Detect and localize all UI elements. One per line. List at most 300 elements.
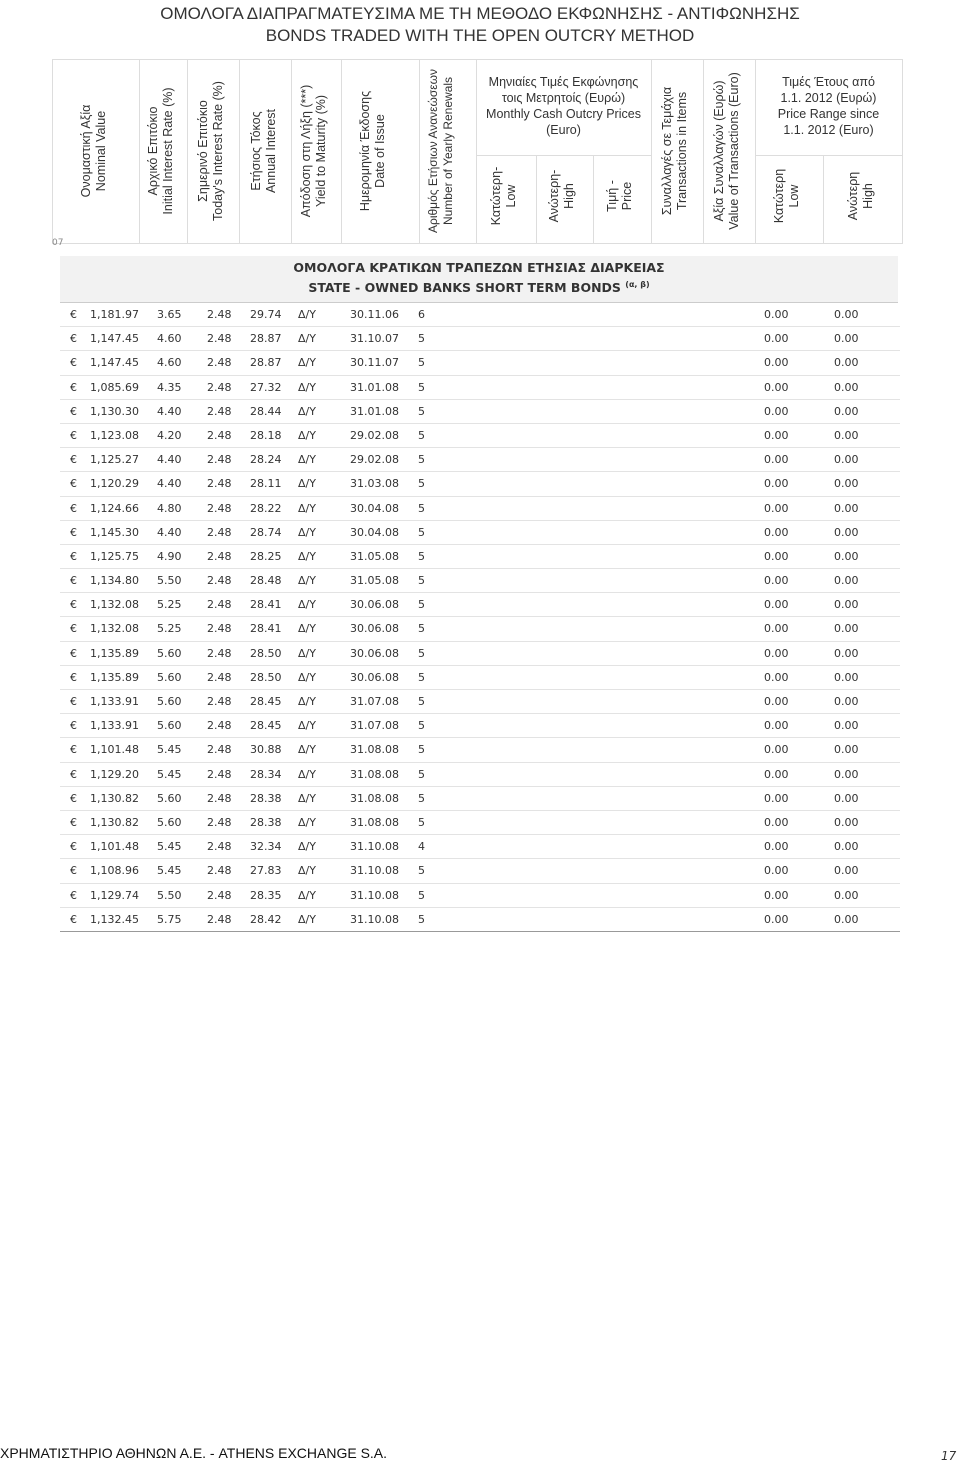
- cell-cur: €: [70, 767, 77, 781]
- cell-renewals: 5: [418, 864, 425, 878]
- cell-issue: 30.11.07: [350, 356, 399, 370]
- table-row: [60, 400, 900, 424]
- table-row: [60, 908, 900, 932]
- cell-date: Δ/Υ: [298, 743, 316, 757]
- cell-date: Δ/Υ: [298, 670, 316, 684]
- cell-issue: 30.04.08: [350, 525, 399, 539]
- cell-yield: 28.48: [250, 574, 282, 588]
- cell-high: 0.00: [834, 477, 859, 491]
- cell-today: 2.48: [207, 888, 232, 902]
- cell-initial: 5.45: [157, 767, 182, 781]
- section-title-greek: ΟΜΟΛΟΓΑ ΚΡΑΤΙΚΩΝ ΤΡΑΠΕΖΩΝ ΕΤΗΣΙΑΣ ΔΙΑΡΚΕΙΑΣ: [293, 260, 665, 275]
- cell-initial: 5.60: [157, 670, 182, 684]
- cell-initial: 5.60: [157, 646, 182, 660]
- table-row: [60, 763, 900, 787]
- cell-low: 0.00: [764, 840, 789, 854]
- cell-initial: 5.45: [157, 864, 182, 878]
- cell-cur: €: [70, 404, 77, 418]
- title-greek: ΟΜΟΛΟΓΑ ΔΙΑΠΡΑΓΜΑΤΕΥΣΙΜΑ ΜΕ ΤΗ ΜΕΘΟΔΟ ΕΚΦΩΝΗΣΗΣ - ΑΝΤΙΦΩΝΗΣΗΣ: [160, 4, 800, 23]
- cell-yield: 30.88: [250, 743, 282, 757]
- cell-yield: 28.35: [250, 888, 282, 902]
- cell-cur: €: [70, 670, 77, 684]
- cell-low: 0.00: [764, 574, 789, 588]
- table-row: [60, 376, 900, 400]
- header-price: Τιμή - Price: [605, 180, 634, 212]
- cell-nominal: 1,085.69: [90, 380, 139, 394]
- cell-nominal: 1,130.82: [90, 791, 139, 805]
- footer-exchange-name: ΧΡΗΜΑΤΙΣΤΗΡΙΟ ΑΘΗΝΩΝ Α.Ε. - ATHENS EXCHANGE S.A.: [0, 1445, 388, 1461]
- cell-low: 0.00: [764, 501, 789, 515]
- cell-renewals: 5: [418, 598, 425, 612]
- cell-cur: €: [70, 840, 77, 854]
- cell-renewals: 5: [418, 670, 425, 684]
- cell-high: 0.00: [834, 791, 859, 805]
- header-todays-rate: Σημερινό Επιτόκιο Today's Interest Rate (%): [196, 81, 225, 221]
- cell-date: Δ/Υ: [298, 791, 316, 805]
- cell-cur: €: [70, 428, 77, 442]
- cell-renewals: 5: [418, 743, 425, 757]
- header-year-range: Τιμές Έτους από 1.1. 2012 (Ευρώ) Price Range since 1.1. 2012 (Euro): [777, 75, 880, 137]
- cell-renewals: 4: [418, 840, 425, 854]
- cell-yield: 28.45: [250, 695, 282, 708]
- cell-initial: 5.50: [157, 888, 182, 902]
- title-english: BONDS TRADED WITH THE OPEN OUTCRY METHOD: [265, 26, 695, 45]
- cell-date: Δ/Υ: [298, 525, 316, 539]
- cell-yield: 28.87: [250, 332, 282, 346]
- cell-issue: 30.06.08: [350, 646, 399, 660]
- table-row: [60, 884, 900, 908]
- cell-date: Δ/Υ: [298, 815, 316, 829]
- cell-yield: 28.38: [250, 791, 282, 805]
- cell-low: 0.00: [764, 743, 789, 757]
- header-yearly-renewals: Αριθμός Ετήσιων Ανανεώσεων Number of Yearly Renewals: [426, 69, 455, 233]
- table-row: [60, 859, 900, 883]
- header-monthly-low: Κατώτερη- Low: [489, 166, 518, 226]
- cell-cur: €: [70, 743, 77, 757]
- cell-high: 0.00: [834, 453, 859, 467]
- cell-low: 0.00: [764, 767, 789, 781]
- cell-high: 0.00: [834, 646, 859, 660]
- cell-renewals: 5: [418, 719, 425, 733]
- cell-issue: 31.10.08: [350, 912, 399, 926]
- cell-date: Δ/Υ: [298, 598, 316, 612]
- cell-low: 0.00: [764, 646, 789, 660]
- cell-yield: 27.83: [250, 864, 282, 878]
- cell-yield: 28.41: [250, 622, 282, 636]
- cell-nominal: 1,130.82: [90, 815, 139, 829]
- cell-high: 0.00: [834, 670, 859, 684]
- cell-cur: €: [70, 477, 77, 491]
- cell-date: Δ/Υ: [298, 864, 316, 878]
- cell-nominal: 1,124.66: [90, 501, 139, 515]
- cell-today: 2.48: [207, 864, 232, 878]
- cell-today: 2.48: [207, 622, 232, 636]
- cell-nominal: 1,101.48: [90, 743, 139, 757]
- cell-date: Δ/Υ: [298, 646, 316, 660]
- cell-nominal: 1,108.96: [90, 864, 139, 878]
- cell-cur: €: [70, 622, 77, 636]
- cell-yield: 28.42: [250, 912, 282, 926]
- cell-issue: 31.08.08: [350, 791, 399, 805]
- cell-initial: 5.45: [157, 743, 182, 757]
- cell-initial: 5.75: [157, 912, 182, 926]
- cell-cur: €: [70, 525, 77, 539]
- cell-high: 0.00: [834, 308, 859, 321]
- header-year-low: Κατώτερη Low: [772, 168, 801, 224]
- cell-issue: 30.11.06: [350, 308, 399, 321]
- cell-today: 2.48: [207, 549, 232, 563]
- cell-nominal: 1,129.20: [90, 767, 139, 781]
- cell-high: 0.00: [834, 549, 859, 563]
- cell-yield: 27.32: [250, 380, 282, 394]
- cell-yield: 28.11: [250, 477, 282, 491]
- cell-renewals: 5: [418, 428, 425, 442]
- cell-date: Δ/Υ: [298, 574, 316, 588]
- cell-cur: €: [70, 864, 77, 878]
- cell-nominal: 1,181.97: [90, 308, 139, 321]
- cell-today: 2.48: [207, 525, 232, 539]
- cell-initial: 5.50: [157, 574, 182, 588]
- cell-renewals: 5: [418, 767, 425, 781]
- cell-low: 0.00: [764, 549, 789, 563]
- cell-renewals: 5: [418, 453, 425, 467]
- cell-low: 0.00: [764, 815, 789, 829]
- cell-renewals: 5: [418, 695, 425, 708]
- cell-date: Δ/Υ: [298, 767, 316, 781]
- cell-date: Δ/Υ: [298, 453, 316, 467]
- cell-issue: 31.05.08: [350, 549, 399, 563]
- cell-initial: 4.90: [157, 549, 182, 563]
- table-row: [60, 569, 900, 593]
- cell-renewals: 5: [418, 525, 425, 539]
- cell-initial: 4.20: [157, 428, 182, 442]
- table-row: [60, 617, 900, 641]
- cell-yield: 28.45: [250, 719, 282, 733]
- cell-low: 0.00: [764, 912, 789, 926]
- cell-renewals: 5: [418, 646, 425, 660]
- cell-initial: 4.40: [157, 525, 182, 539]
- cell-today: 2.48: [207, 670, 232, 684]
- cell-low: 0.00: [764, 404, 789, 418]
- header-transactions: Συναλλαγές σε Τεμάχια Transactions in Items: [660, 86, 689, 216]
- cell-yield: 28.44: [250, 404, 282, 418]
- cell-today: 2.48: [207, 428, 232, 442]
- cell-high: 0.00: [834, 622, 859, 636]
- cell-yield: 28.87: [250, 356, 282, 370]
- section-title-english: STATE - OWNED BANKS SHORT TERM BONDS $^{(\alpha, \beta)}$: [308, 280, 650, 296]
- cell-high: 0.00: [834, 525, 859, 539]
- cell-date: Δ/Υ: [298, 477, 316, 491]
- header-transaction-value: Αξία Συναλλαγών (Ευρώ) Value of Transactions (Euro): [712, 72, 741, 230]
- cell-date: Δ/Υ: [298, 719, 316, 733]
- cell-issue: 30.06.08: [350, 670, 399, 684]
- cell-high: 0.00: [834, 864, 859, 878]
- cell-date: Δ/Υ: [298, 356, 316, 370]
- table-row: [60, 327, 900, 351]
- cell-issue: 31.10.08: [350, 840, 399, 854]
- cell-today: 2.48: [207, 380, 232, 394]
- bond-table: [60, 303, 900, 932]
- cell-issue: 30.06.08: [350, 598, 399, 612]
- cell-yield: 32.34: [250, 840, 282, 854]
- table-row: [60, 787, 900, 811]
- header-nominal-value: Ονομαστική Αξία Nominal Value: [79, 104, 108, 198]
- cell-date: Δ/Υ: [298, 695, 316, 708]
- cell-yield: 28.25: [250, 549, 282, 563]
- cell-renewals: 5: [418, 815, 425, 829]
- cell-date: Δ/Υ: [298, 549, 316, 563]
- table-row: [60, 738, 900, 762]
- cell-high: 0.00: [834, 501, 859, 515]
- cell-low: 0.00: [764, 719, 789, 733]
- cell-date: Δ/Υ: [298, 840, 316, 854]
- header-monthly-high: Ανώτερη- High: [547, 169, 576, 223]
- cell-low: 0.00: [764, 477, 789, 491]
- cell-today: 2.48: [207, 308, 232, 321]
- cell-date: Δ/Υ: [298, 332, 316, 346]
- cell-today: 2.48: [207, 332, 232, 346]
- cell-renewals: 5: [418, 791, 425, 805]
- cell-nominal: 1,101.48: [90, 840, 139, 854]
- cell-initial: 5.60: [157, 815, 182, 829]
- cell-issue: 31.05.08: [350, 574, 399, 588]
- cell-yield: 28.34: [250, 767, 282, 781]
- cell-high: 0.00: [834, 598, 859, 612]
- cell-nominal: 1,145.30: [90, 525, 139, 539]
- cell-high: 0.00: [834, 332, 859, 346]
- cell-cur: €: [70, 332, 77, 346]
- cell-renewals: 5: [418, 549, 425, 563]
- cell-date: Δ/Υ: [298, 888, 316, 902]
- cell-issue: 31.10.08: [350, 888, 399, 902]
- cell-issue: 31.10.08: [350, 864, 399, 878]
- header-annual-interest: Ετήσιος Τόκος Annual Interest: [249, 108, 278, 194]
- cell-issue: 31.07.08: [350, 719, 399, 733]
- cell-low: 0.00: [764, 356, 789, 370]
- cell-cur: €: [70, 646, 77, 660]
- cell-cur: €: [70, 912, 77, 926]
- table-row: [60, 835, 900, 859]
- table-row: [60, 642, 900, 666]
- cell-renewals: 5: [418, 380, 425, 394]
- cell-issue: 31.08.08: [350, 815, 399, 829]
- header-yield-to-maturity: Απόδοση στη Λήξη (***) Yield to Maturity (%): [299, 84, 328, 218]
- cell-cur: €: [70, 453, 77, 467]
- cell-nominal: 1,132.08: [90, 622, 139, 636]
- cell-today: 2.48: [207, 815, 232, 829]
- cell-initial: 4.40: [157, 404, 182, 418]
- cell-today: 2.48: [207, 501, 232, 515]
- table-row: [60, 811, 900, 835]
- cell-today: 2.48: [207, 598, 232, 612]
- cell-issue: 29.02.08: [350, 428, 399, 442]
- cell-low: 0.00: [764, 791, 789, 805]
- cell-yield: 29.74: [250, 308, 282, 321]
- cell-nominal: 1,133.91: [90, 695, 139, 708]
- cell-initial: 5.60: [157, 791, 182, 805]
- cell-initial: 4.40: [157, 477, 182, 491]
- cell-cur: €: [70, 815, 77, 829]
- cell-renewals: 5: [418, 622, 425, 636]
- cell-low: 0.00: [764, 622, 789, 636]
- cell-date: Δ/Υ: [298, 428, 316, 442]
- cell-low: 0.00: [764, 525, 789, 539]
- column-header: [52, 59, 903, 244]
- cell-initial: 3.65: [157, 308, 182, 321]
- cell-renewals: 5: [418, 404, 425, 418]
- cell-issue: 29.02.08: [350, 453, 399, 467]
- cell-initial: 5.60: [157, 719, 182, 733]
- cell-high: 0.00: [834, 695, 859, 708]
- cell-yield: 28.22: [250, 501, 282, 515]
- cell-yield: 28.74: [250, 525, 282, 539]
- cell-nominal: 1,147.45: [90, 356, 139, 370]
- table-row: [60, 303, 900, 327]
- table-row: [60, 424, 900, 448]
- cell-date: Δ/Υ: [298, 308, 316, 321]
- cell-nominal: 1,125.75: [90, 549, 139, 563]
- cell-today: 2.48: [207, 695, 232, 708]
- cell-today: 2.48: [207, 743, 232, 757]
- cell-initial: 4.35: [157, 380, 182, 394]
- cell-issue: 31.10.07: [350, 332, 399, 346]
- cell-renewals: 5: [418, 912, 425, 926]
- cell-nominal: 1,147.45: [90, 332, 139, 346]
- cell-initial: 4.60: [157, 356, 182, 370]
- cell-today: 2.48: [207, 840, 232, 854]
- cell-yield: 28.18: [250, 428, 282, 442]
- cell-renewals: 5: [418, 501, 425, 515]
- cell-cur: €: [70, 598, 77, 612]
- cell-high: 0.00: [834, 574, 859, 588]
- cell-initial: 5.25: [157, 622, 182, 636]
- cell-initial: 4.60: [157, 332, 182, 346]
- cell-nominal: 1,132.08: [90, 598, 139, 612]
- cell-today: 2.48: [207, 477, 232, 491]
- cell-renewals: 5: [418, 332, 425, 346]
- cell-high: 0.00: [834, 356, 859, 370]
- cell-low: 0.00: [764, 332, 789, 346]
- cell-low: 0.00: [764, 864, 789, 878]
- cell-issue: 31.01.08: [350, 404, 399, 418]
- cell-high: 0.00: [834, 888, 859, 902]
- cell-yield: 28.41: [250, 598, 282, 612]
- cell-renewals: 6: [418, 308, 425, 321]
- table-row: [60, 472, 900, 496]
- header-year-high: Ανώτερη High: [846, 171, 875, 221]
- cell-issue: 31.08.08: [350, 743, 399, 757]
- cell-today: 2.48: [207, 767, 232, 781]
- cell-low: 0.00: [764, 598, 789, 612]
- cell-issue: 31.01.08: [350, 380, 399, 394]
- cell-low: 0.00: [764, 453, 789, 467]
- cell-issue: 30.04.08: [350, 501, 399, 515]
- cell-initial: 4.40: [157, 453, 182, 467]
- cell-high: 0.00: [834, 428, 859, 442]
- cell-date: Δ/Υ: [298, 404, 316, 418]
- cell-cur: €: [70, 549, 77, 563]
- cell-low: 0.00: [764, 308, 789, 321]
- cell-high: 0.00: [834, 719, 859, 733]
- cell-today: 2.48: [207, 719, 232, 733]
- cell-cur: €: [70, 719, 77, 733]
- cell-low: 0.00: [764, 670, 789, 684]
- cell-cur: €: [70, 888, 77, 902]
- cell-renewals: 5: [418, 574, 425, 588]
- cell-nominal: 1,134.80: [90, 574, 139, 588]
- table-row: [60, 448, 900, 472]
- cell-cur: €: [70, 356, 77, 370]
- cell-nominal: 1,133.91: [90, 719, 139, 733]
- cell-high: 0.00: [834, 380, 859, 394]
- cell-cur: €: [70, 574, 77, 588]
- cell-nominal: 1,129.74: [90, 888, 139, 902]
- cell-yield: 28.24: [250, 453, 282, 467]
- header-date-of-issue: Ημερομηνία Έκδοσης Date of Issue: [358, 90, 387, 212]
- cell-yield: 28.50: [250, 646, 282, 660]
- cell-yield: 28.50: [250, 670, 282, 684]
- cell-low: 0.00: [764, 428, 789, 442]
- cell-low: 0.00: [764, 695, 789, 708]
- cell-today: 2.48: [207, 453, 232, 467]
- cell-nominal: 1,120.29: [90, 477, 139, 491]
- cell-cur: €: [70, 501, 77, 515]
- table-row: [60, 351, 900, 375]
- table-row: [60, 690, 900, 714]
- table-row: [60, 521, 900, 545]
- table-row: [60, 714, 900, 738]
- cell-low: 0.00: [764, 888, 789, 902]
- cell-cur: €: [70, 695, 77, 708]
- cell-high: 0.00: [834, 840, 859, 854]
- cell-today: 2.48: [207, 912, 232, 926]
- cell-today: 2.48: [207, 646, 232, 660]
- section-marker: 07: [52, 238, 64, 248]
- table-row: [60, 593, 900, 617]
- cell-issue: 30.06.08: [350, 622, 399, 636]
- cell-date: Δ/Υ: [298, 380, 316, 394]
- cell-initial: 5.25: [157, 598, 182, 612]
- cell-high: 0.00: [834, 815, 859, 829]
- cell-initial: 4.80: [157, 501, 182, 515]
- page-number: 17: [941, 1449, 957, 1463]
- cell-issue: 31.08.08: [350, 767, 399, 781]
- cell-initial: 5.60: [157, 695, 182, 708]
- cell-renewals: 5: [418, 888, 425, 902]
- cell-high: 0.00: [834, 912, 859, 926]
- cell-today: 2.48: [207, 404, 232, 418]
- cell-renewals: 5: [418, 477, 425, 491]
- table-row: [60, 666, 900, 690]
- cell-nominal: 1,132.45: [90, 912, 139, 926]
- cell-cur: €: [70, 791, 77, 805]
- cell-nominal: 1,125.27: [90, 453, 139, 467]
- cell-cur: €: [70, 308, 77, 321]
- cell-high: 0.00: [834, 743, 859, 757]
- cell-renewals: 5: [418, 356, 425, 370]
- cell-low: 0.00: [764, 380, 789, 394]
- cell-issue: 31.07.08: [350, 695, 399, 708]
- cell-issue: 31.03.08: [350, 477, 399, 491]
- table-row: [60, 545, 900, 569]
- cell-today: 2.48: [207, 791, 232, 805]
- cell-date: Δ/Υ: [298, 912, 316, 926]
- cell-nominal: 1,130.30: [90, 404, 139, 418]
- cell-nominal: 1,135.89: [90, 646, 139, 660]
- header-initial-rate: Αρχικό Επιτόκιο Initial Interest Rate (%): [146, 87, 175, 215]
- table-row: [60, 497, 900, 521]
- cell-high: 0.00: [834, 404, 859, 418]
